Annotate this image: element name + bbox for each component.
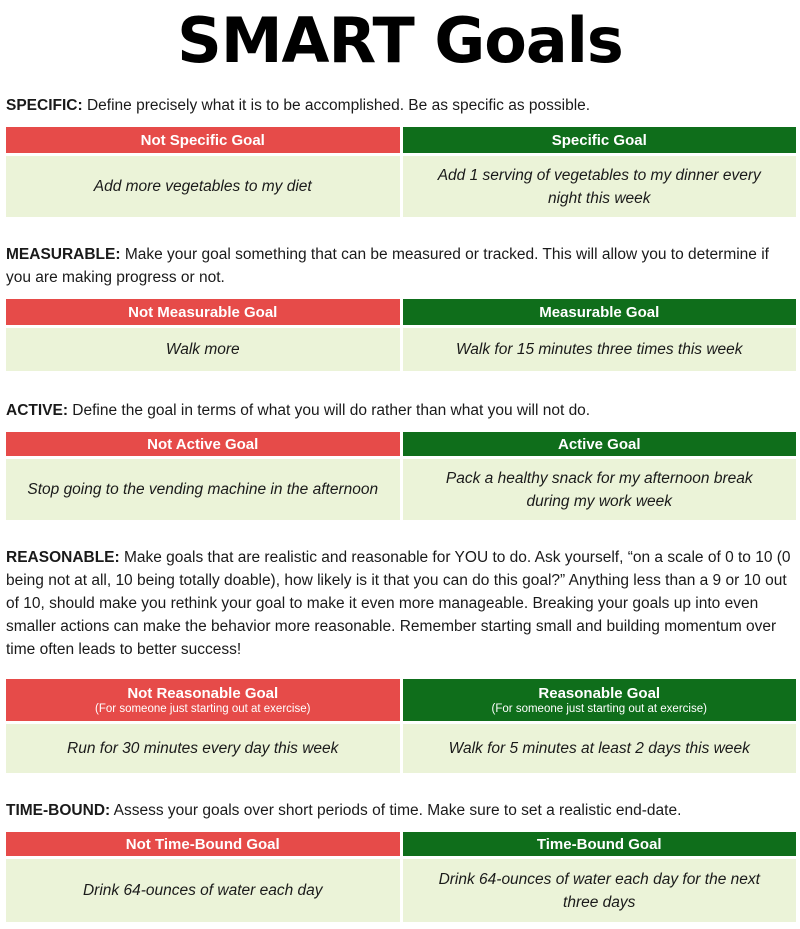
section-text: Define the goal in terms of what you will do rather than what you will not do. (68, 402, 591, 419)
not-goal-header: Not Measurable Goal (6, 299, 400, 325)
section-time-bound (0, 799, 800, 822)
goal-example: Walk for 5 minutes at least 2 days this week (403, 724, 797, 773)
section-description (6, 799, 796, 822)
not-goal-subheader: (For someone just starting out at exercise) (95, 702, 311, 715)
section-label: TIME-BOUND: (6, 802, 111, 819)
not-goal-column (6, 679, 400, 773)
section-description (6, 399, 796, 422)
goal-example: Add 1 serving of vegetables to my dinner every night this week (403, 156, 797, 217)
goal-table-reasonable (6, 679, 796, 773)
goal-column (403, 127, 797, 217)
goal-column (403, 679, 797, 773)
section-description (6, 546, 796, 661)
goal-example: Walk for 15 minutes three times this week (403, 328, 797, 371)
section-text: Make your goal something that can be measured or tracked. This will allow you to determine if you are making progress or not. (6, 246, 769, 286)
section-description (6, 243, 796, 289)
section-description (6, 94, 796, 117)
goal-example: Pack a healthy snack for my afternoon break during my work week (403, 459, 797, 520)
section-label: REASONABLE: (6, 549, 120, 566)
not-goal-header: Not Reasonable Goal (For someone just starting out at exercise) (6, 679, 400, 721)
not-goal-column (6, 832, 400, 922)
goal-header: Specific Goal (403, 127, 797, 153)
goal-table-measurable (6, 299, 796, 371)
goal-header: Reasonable Goal (For someone just starting out at exercise) (403, 679, 797, 721)
goal-column (403, 432, 797, 520)
section-text: Make goals that are realistic and reasonable for YOU to do. Ask yourself, “on a scale of 0 to 10 (0 being not at all, 10 being totally doable), how likely is it that you can do this goal?” Anything less than a 9 or 10 out of 10, should make you rethink your goal to make it even more manageable. Breaking your goals up into even smaller actions can make the behavior more reasonable. Remember starting small and building momentum over time often leads to better success! (6, 549, 791, 658)
goal-table-specific (6, 127, 796, 217)
not-goal-example: Add more vegetables to my diet (6, 156, 400, 217)
section-specific (0, 94, 800, 117)
not-goal-example: Walk more (6, 328, 400, 371)
not-goal-column (6, 127, 400, 217)
section-active (0, 399, 800, 422)
not-goal-column (6, 299, 400, 371)
section-measurable (0, 243, 800, 289)
goal-table-active (6, 432, 796, 520)
not-goal-example: Stop going to the vending machine in the afternoon (6, 459, 400, 520)
goal-header: Measurable Goal (403, 299, 797, 325)
goal-example: Drink 64-ounces of water each day for the next three days (403, 859, 797, 922)
not-goal-header: Not Specific Goal (6, 127, 400, 153)
goal-subheader: (For someone just starting out at exercise) (491, 702, 707, 715)
not-goal-header: Not Active Goal (6, 432, 400, 456)
section-text: Define precisely what it is to be accomplished. Be as specific as possible. (82, 97, 591, 114)
not-goal-column (6, 432, 400, 520)
goal-header: Time-Bound Goal (403, 832, 797, 856)
goal-table-time-bound (6, 832, 796, 922)
section-reasonable (0, 546, 800, 661)
goal-column (403, 299, 797, 371)
section-label: MEASURABLE: (6, 246, 121, 263)
not-goal-header: Not Time-Bound Goal (6, 832, 400, 856)
goal-column (403, 832, 797, 922)
not-goal-example: Drink 64-ounces of water each day (6, 859, 400, 922)
goal-header: Active Goal (403, 432, 797, 456)
section-label: ACTIVE: (6, 402, 68, 419)
page-title: SMART Goals (177, 4, 623, 77)
not-goal-example: Run for 30 minutes every day this week (6, 724, 400, 773)
section-label: SPECIFIC: (6, 97, 83, 114)
section-text: Assess your goals over short periods of time. Make sure to set a realistic end-date. (110, 802, 682, 819)
